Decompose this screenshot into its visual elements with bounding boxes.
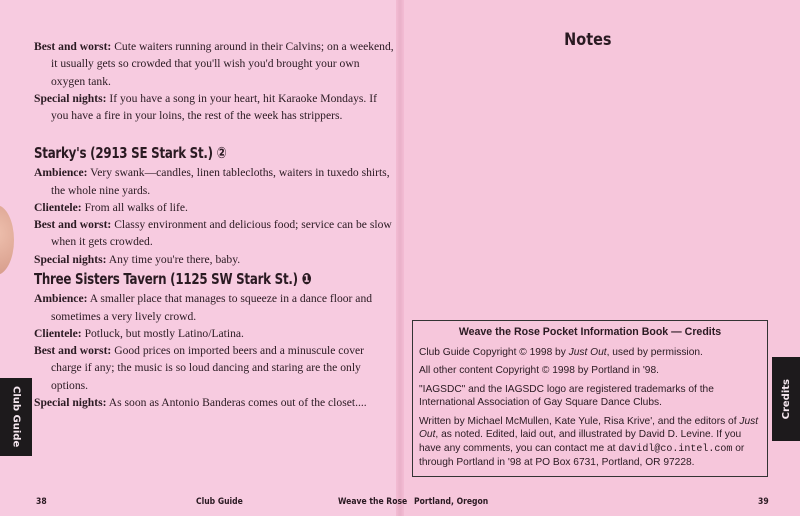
text: , used by permission. — [606, 346, 703, 358]
tab-label: Club Guide — [10, 386, 22, 448]
page-number-right: 39 — [758, 497, 769, 507]
footer-book-title: Weave the Rose — [338, 497, 408, 507]
text: , as noted. Edited, laid out, and illustrated by David D. Levine. If you have any comments, you can contact me at — [419, 429, 742, 454]
field-label: Best and worst: — [34, 40, 112, 53]
venue-heading: Starky's (2913 SE Stark St.) ② — [34, 144, 227, 162]
text: Written by Michael McMullen, Kate Yule, Risa Krive', and the editors of — [419, 415, 740, 427]
field-label: Ambience: — [34, 292, 88, 306]
notes-title: Notes — [564, 30, 612, 50]
field-text: Very swank—candles, linen tablecloths, waiters in tuxedo shirts, the whole nine yards. — [51, 166, 390, 197]
field-label: Best and worst: — [34, 218, 112, 232]
section-tab-credits[interactable] — [772, 357, 800, 441]
field-text: Cute waiters running around in their Calvins; on a weekend, it usually gets so crowded that you'll wish you'd brought your own oxygen tank. — [51, 40, 394, 88]
venue-starkys — [34, 145, 394, 268]
field-text: From all walks of life. — [84, 200, 188, 214]
field-text: Classy environment and delicious food; service can be slow when it gets crowded. — [51, 218, 392, 249]
tab-label: Credits — [780, 378, 792, 420]
text: or through Portland in '98 at PO Box 6731, Portland, OR 97228. — [419, 442, 745, 468]
footer-location: Portland, Oregon — [414, 497, 489, 507]
field-text: Potluck, but mostly Latino/Latina. — [84, 326, 244, 340]
publication-name: Just Out — [419, 415, 759, 440]
credits-line — [419, 415, 761, 470]
credits-line — [419, 346, 761, 360]
field-label: Best and worst: — [34, 344, 112, 358]
page-number-left: 38 — [36, 497, 47, 507]
field-label: Special nights: — [34, 396, 107, 410]
field-label: Special nights: — [34, 91, 107, 105]
publication-name: Just Out — [568, 346, 607, 358]
field-text: As soon as Antonio Banderas comes out of the closet.... — [108, 396, 367, 410]
credits-line: "IAGSDC" and the IAGSDC logo are registered trademarks of the International Association of Gay Square Dance Clubs. — [419, 383, 714, 408]
venue-heading: Three Sisters Tavern (1125 SW Stark St.) ❶ — [34, 270, 312, 288]
footer-section: Club Guide — [196, 497, 243, 507]
credits-box — [412, 320, 768, 477]
venue-three-sisters — [34, 271, 394, 411]
credits-heading: Weave the Rose Pocket Information Book — Credits — [458, 326, 722, 338]
field-text: A smaller place that manages to squeeze in a dance floor and sometimes a very lively crowd. — [51, 292, 373, 323]
field-text: Good prices on imported beers and a minuscule cover charge if any; the music is so loud dancing and staring are the only options. — [51, 344, 365, 392]
field-text: If you have a song in your heart, hit Karaoke Mondays. If you have a fire in your loins, the rest of the week has strippers. — [51, 91, 377, 123]
field-label: Ambience: — [34, 166, 88, 180]
intro-entry — [34, 38, 394, 124]
text: Club Guide Copyright © 1998 by — [419, 346, 569, 358]
section-tab-club-guide[interactable] — [0, 378, 32, 456]
email-address[interactable]: davidl@co.intel.com — [618, 443, 733, 455]
field-label: Clientele: — [34, 200, 82, 214]
field-text: Any time you're there, baby. — [108, 252, 241, 266]
field-label: Special nights: — [34, 252, 107, 266]
credits-line: All other content Copyright © 1998 by Portland in '98. — [419, 365, 659, 376]
book-gutter — [396, 0, 404, 516]
field-label: Clientele: — [34, 326, 82, 340]
